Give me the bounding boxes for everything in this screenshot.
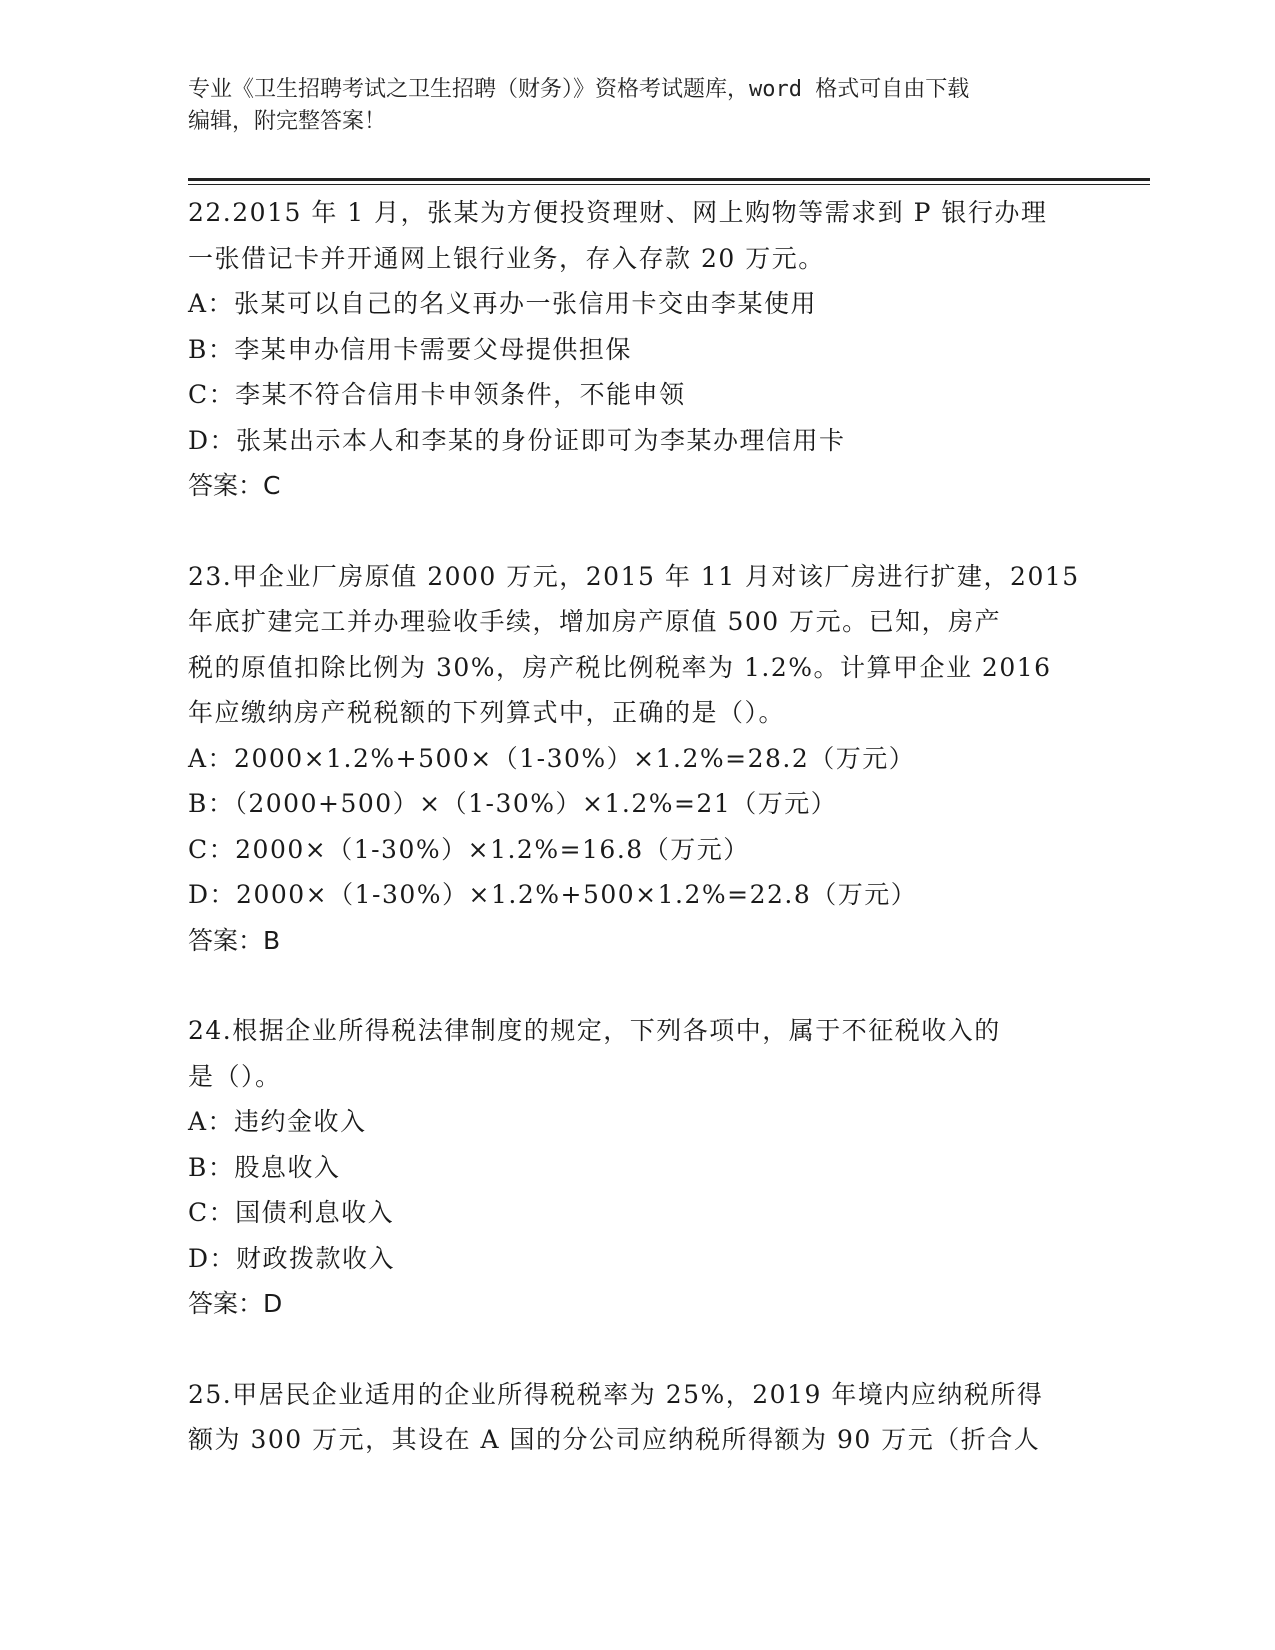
question-24	[188, 1008, 1088, 1327]
option-d: D：财政拨款收入	[188, 1243, 396, 1273]
header-divider-thin	[188, 184, 1150, 185]
answer: 答案：D	[188, 1289, 283, 1318]
question-23	[188, 554, 1088, 964]
question-text-line: 是（）。	[188, 1061, 282, 1091]
question-text-line: 25.甲居民企业适用的企业所得税税率为 25%，2019 年境内应纳税所得	[188, 1379, 1044, 1409]
question-text-line: 年应缴纳房产税税额的下列算式中，正确的是（）。	[188, 698, 786, 727]
option-b: B：李某申办信用卡需要父母提供担保	[188, 334, 632, 364]
question-25	[188, 1372, 1088, 1463]
question-text-line: 23.甲企业厂房原值 2000 万元，2015 年 11 月对该厂房进行扩建，2015	[188, 561, 1080, 591]
answer: 答案：C	[188, 471, 281, 500]
question-22	[188, 190, 1088, 509]
option-a: A：违约金收入	[188, 1107, 367, 1136]
option-a: A：2000×1.2%+500×（1-30%）×1.2%=28.2（万元）	[188, 743, 916, 773]
question-text-line: 额为 300 万元，其设在 A 国的分公司应纳税所得额为 90 万元（折合人	[188, 1425, 1041, 1454]
option-b: B：股息收入	[188, 1152, 341, 1182]
question-text-line: 24.根据企业所得税法律制度的规定，下列各项中，属于不征税收入的	[188, 1016, 1001, 1045]
question-text-line: 税的原值扣除比例为 30%，房产税比例税率为 1.2%。计算甲企业 2016	[188, 652, 1052, 682]
answer: 答案：B	[188, 925, 281, 955]
option-c: C：李某不符合信用卡申领条件，不能申领	[188, 380, 686, 409]
question-text-line: 一张借记卡并开通网上银行业务，存入存款 20 万元。	[188, 243, 825, 273]
option-b: B：（2000+500）×（1-30%）×1.2%=21（万元）	[188, 789, 838, 818]
option-a: A：张某可以自己的名义再办一张信用卡交由李某使用	[188, 289, 818, 318]
question-list	[188, 190, 1088, 1508]
question-text-line: 年底扩建完工并办理验收手续，增加房产原值 500 万元。已知，房产	[188, 607, 1002, 636]
header-line-2: 编辑，附完整答案！	[188, 109, 387, 134]
option-d: D：张某出示本人和李某的身份证即可为李某办理信用卡	[188, 425, 846, 455]
option-c: C：2000×（1-30%）×1.2%=16.8（万元）	[188, 834, 750, 864]
header-line-1: 专业《卫生招聘考试之卫生招聘（财务）》资格考试题库，word 格式可自由下载	[188, 77, 970, 102]
header-divider-thick	[188, 178, 1150, 181]
question-text-line: 22.2015 年 1 月，张某为方便投资理财、网上购物等需求到 P 银行办理	[188, 198, 1048, 227]
option-d: D：2000×（1-30%）×1.2%+500×1.2%=22.8（万元）	[188, 880, 918, 909]
document-header	[188, 74, 1088, 138]
option-c: C：国债利息收入	[188, 1198, 395, 1227]
